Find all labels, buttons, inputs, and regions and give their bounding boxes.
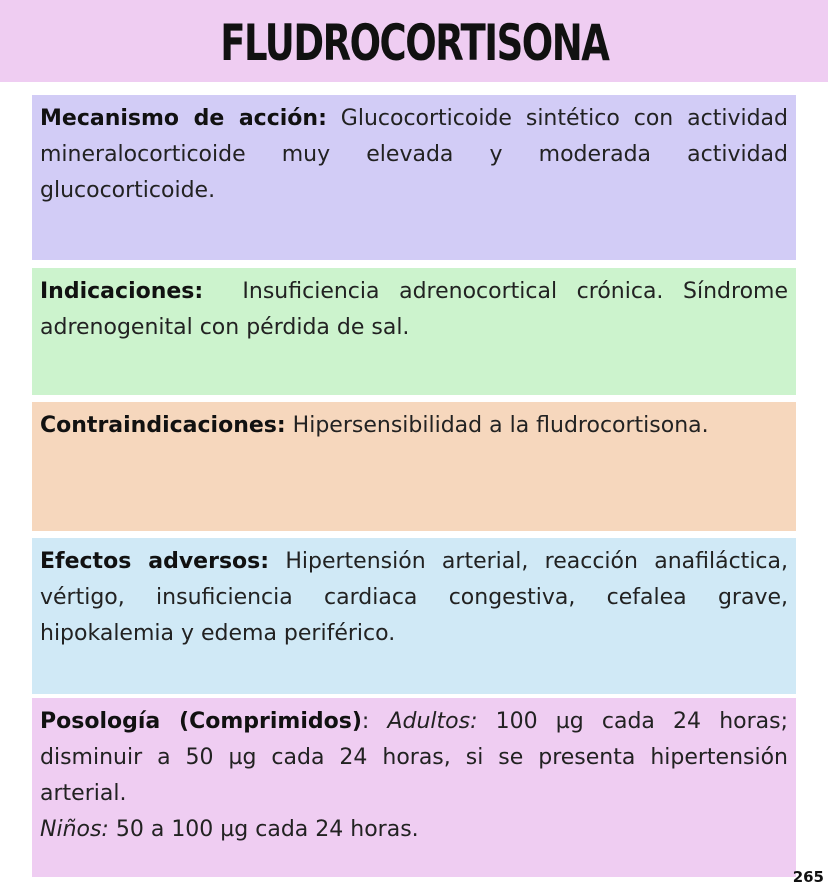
adverse-effects-section — [32, 538, 796, 694]
adverse-effects-label: Efectos adversos: — [40, 549, 270, 574]
mechanism-label: Mecanismo de acción: — [40, 106, 327, 131]
dosage-adults-paragraph — [40, 704, 788, 812]
contraindications-label: Contraindicaciones: — [40, 413, 286, 438]
dosage-children-text: 50 a 100 µg cada 24 horas. — [108, 817, 419, 842]
indications-text: Insuficiencia adrenocortical crónica. Síndrome adrenogenital con pérdida de sal. — [40, 279, 795, 340]
title-banner — [0, 0, 828, 82]
indications-section — [32, 268, 796, 395]
page-title: FLUDROCORTISONA — [219, 14, 609, 72]
dosage-colon: : — [361, 709, 388, 734]
dosage-section — [32, 698, 796, 877]
dosage-label: Posología (Comprimidos) — [40, 709, 362, 734]
page-number: 265 — [792, 868, 824, 886]
dosage-adults-text: 100 µg cada 24 horas; disminuir a 50 µg cada 24 horas, si se presenta hipertensión arterial. — [40, 709, 788, 806]
dosage-adults-label: Adultos: — [387, 709, 478, 734]
contraindications-section — [32, 402, 796, 531]
dosage-children-paragraph — [40, 812, 788, 848]
indications-label: Indicaciones: — [40, 279, 204, 304]
contraindications-text: Hipersensibilidad a la fludrocortisona. — [285, 413, 709, 438]
mechanism-section — [32, 95, 796, 260]
mechanism-text: Glucocorticoide sintético con actividad mineralocorticoide muy elevada y moderada actividad glucocorticoide. — [40, 106, 788, 203]
adverse-effects-text: Hipertensión arterial, reacción anafiláctica, vértigo, insuficiencia cardiaca congestiva, cefalea grave, hipokalemia y edema periférico. — [40, 549, 788, 646]
dosage-children-label: Niños: — [40, 817, 109, 842]
